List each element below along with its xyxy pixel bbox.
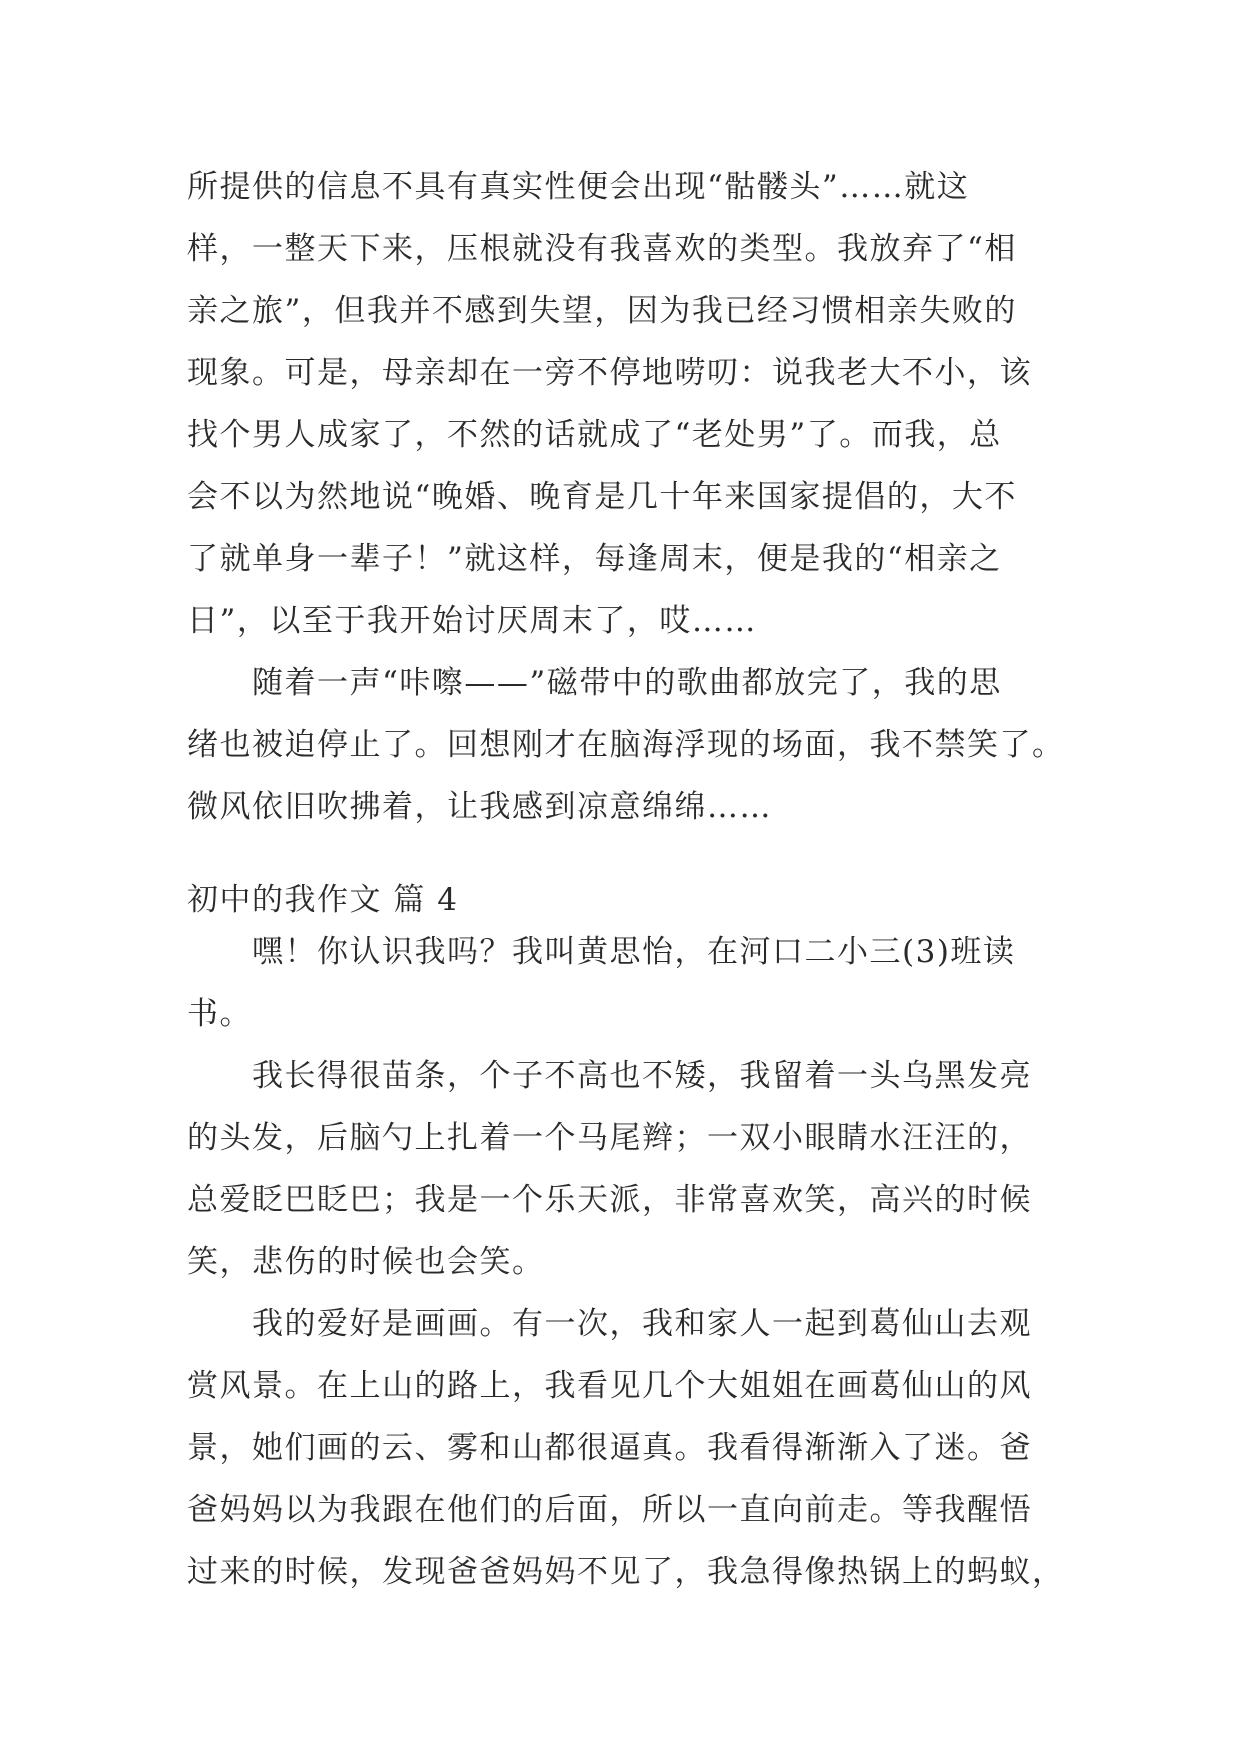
text-line: 爸妈妈以为我跟在他们的后面，所以一直向前走。等我醒悟: [187, 1492, 1032, 1528]
text-line: 微风依旧吹拂着，让我感到凉意绵绵……: [187, 789, 772, 825]
text-line: 总爱眨巴眨巴；我是一个乐天派，非常喜欢笑，高兴的时候: [187, 1182, 1032, 1218]
text-line: 过来的时候，发现爸爸妈妈不见了，我急得像热锅上的蚂蚁，: [187, 1554, 1065, 1590]
text-line: 景，她们画的云、雾和山都很逼真。我看得渐渐入了迷。爸: [187, 1430, 1032, 1466]
text-line: 我的爱好是画画。有一次，我和家人一起到葛仙山去观: [187, 1306, 1032, 1342]
text-line: 笑，悲伤的时候也会笑。: [187, 1244, 545, 1280]
text-line: 现象。可是，母亲却在一旁不停地唠叨：说我老大不小，该: [187, 355, 1032, 391]
essay-continuation: [187, 156, 1065, 838]
text-line: 了就单身一辈子！”就这样，每逢周末，便是我的“相亲之: [187, 541, 1002, 577]
text-line: 所提供的信息不具有真实性便会出现“骷髅头”……就这: [187, 169, 970, 205]
text-line: 找个男人成家了，不然的话就成了“老处男”了。而我，总: [187, 417, 1002, 453]
text-line: 的头发，后脑勺上扎着一个马尾辫；一双小眼睛水汪汪的，: [187, 1120, 1032, 1156]
text-line: 绪也被迫停止了。回想刚才在脑海浮现的场面，我不禁笑了。: [187, 727, 1065, 763]
text-line: 随着一声“咔嚓——”磁带中的歌曲都放完了，我的思: [187, 665, 1002, 701]
text-line: 嘿！你认识我吗？我叫黄思怡，在河口二小三(3)班读: [187, 934, 1016, 970]
text-line: 亲之旅”，但我并不感到失望，因为我已经习惯相亲失败的: [187, 293, 1017, 329]
text-line: 日”，以至于我开始讨厌周末了，哎……: [187, 603, 757, 639]
text-line: 会不以为然地说“晚婚、晚育是几十年来国家提倡的，大不: [187, 479, 1017, 515]
text-line: 样，一整天下来，压根就没有我喜欢的类型。我放弃了“相: [187, 231, 1017, 267]
text-line: 赏风景。在上山的路上，我看见几个大姐姐在画葛仙山的风: [187, 1368, 1032, 1404]
text-line: 书。: [187, 996, 252, 1032]
section-title: 初中的我作文 篇 4: [187, 882, 459, 918]
essay-body: [187, 921, 1065, 1603]
text-line: 我长得很苗条，个子不高也不矮，我留着一头乌黑发亮: [187, 1058, 1032, 1094]
